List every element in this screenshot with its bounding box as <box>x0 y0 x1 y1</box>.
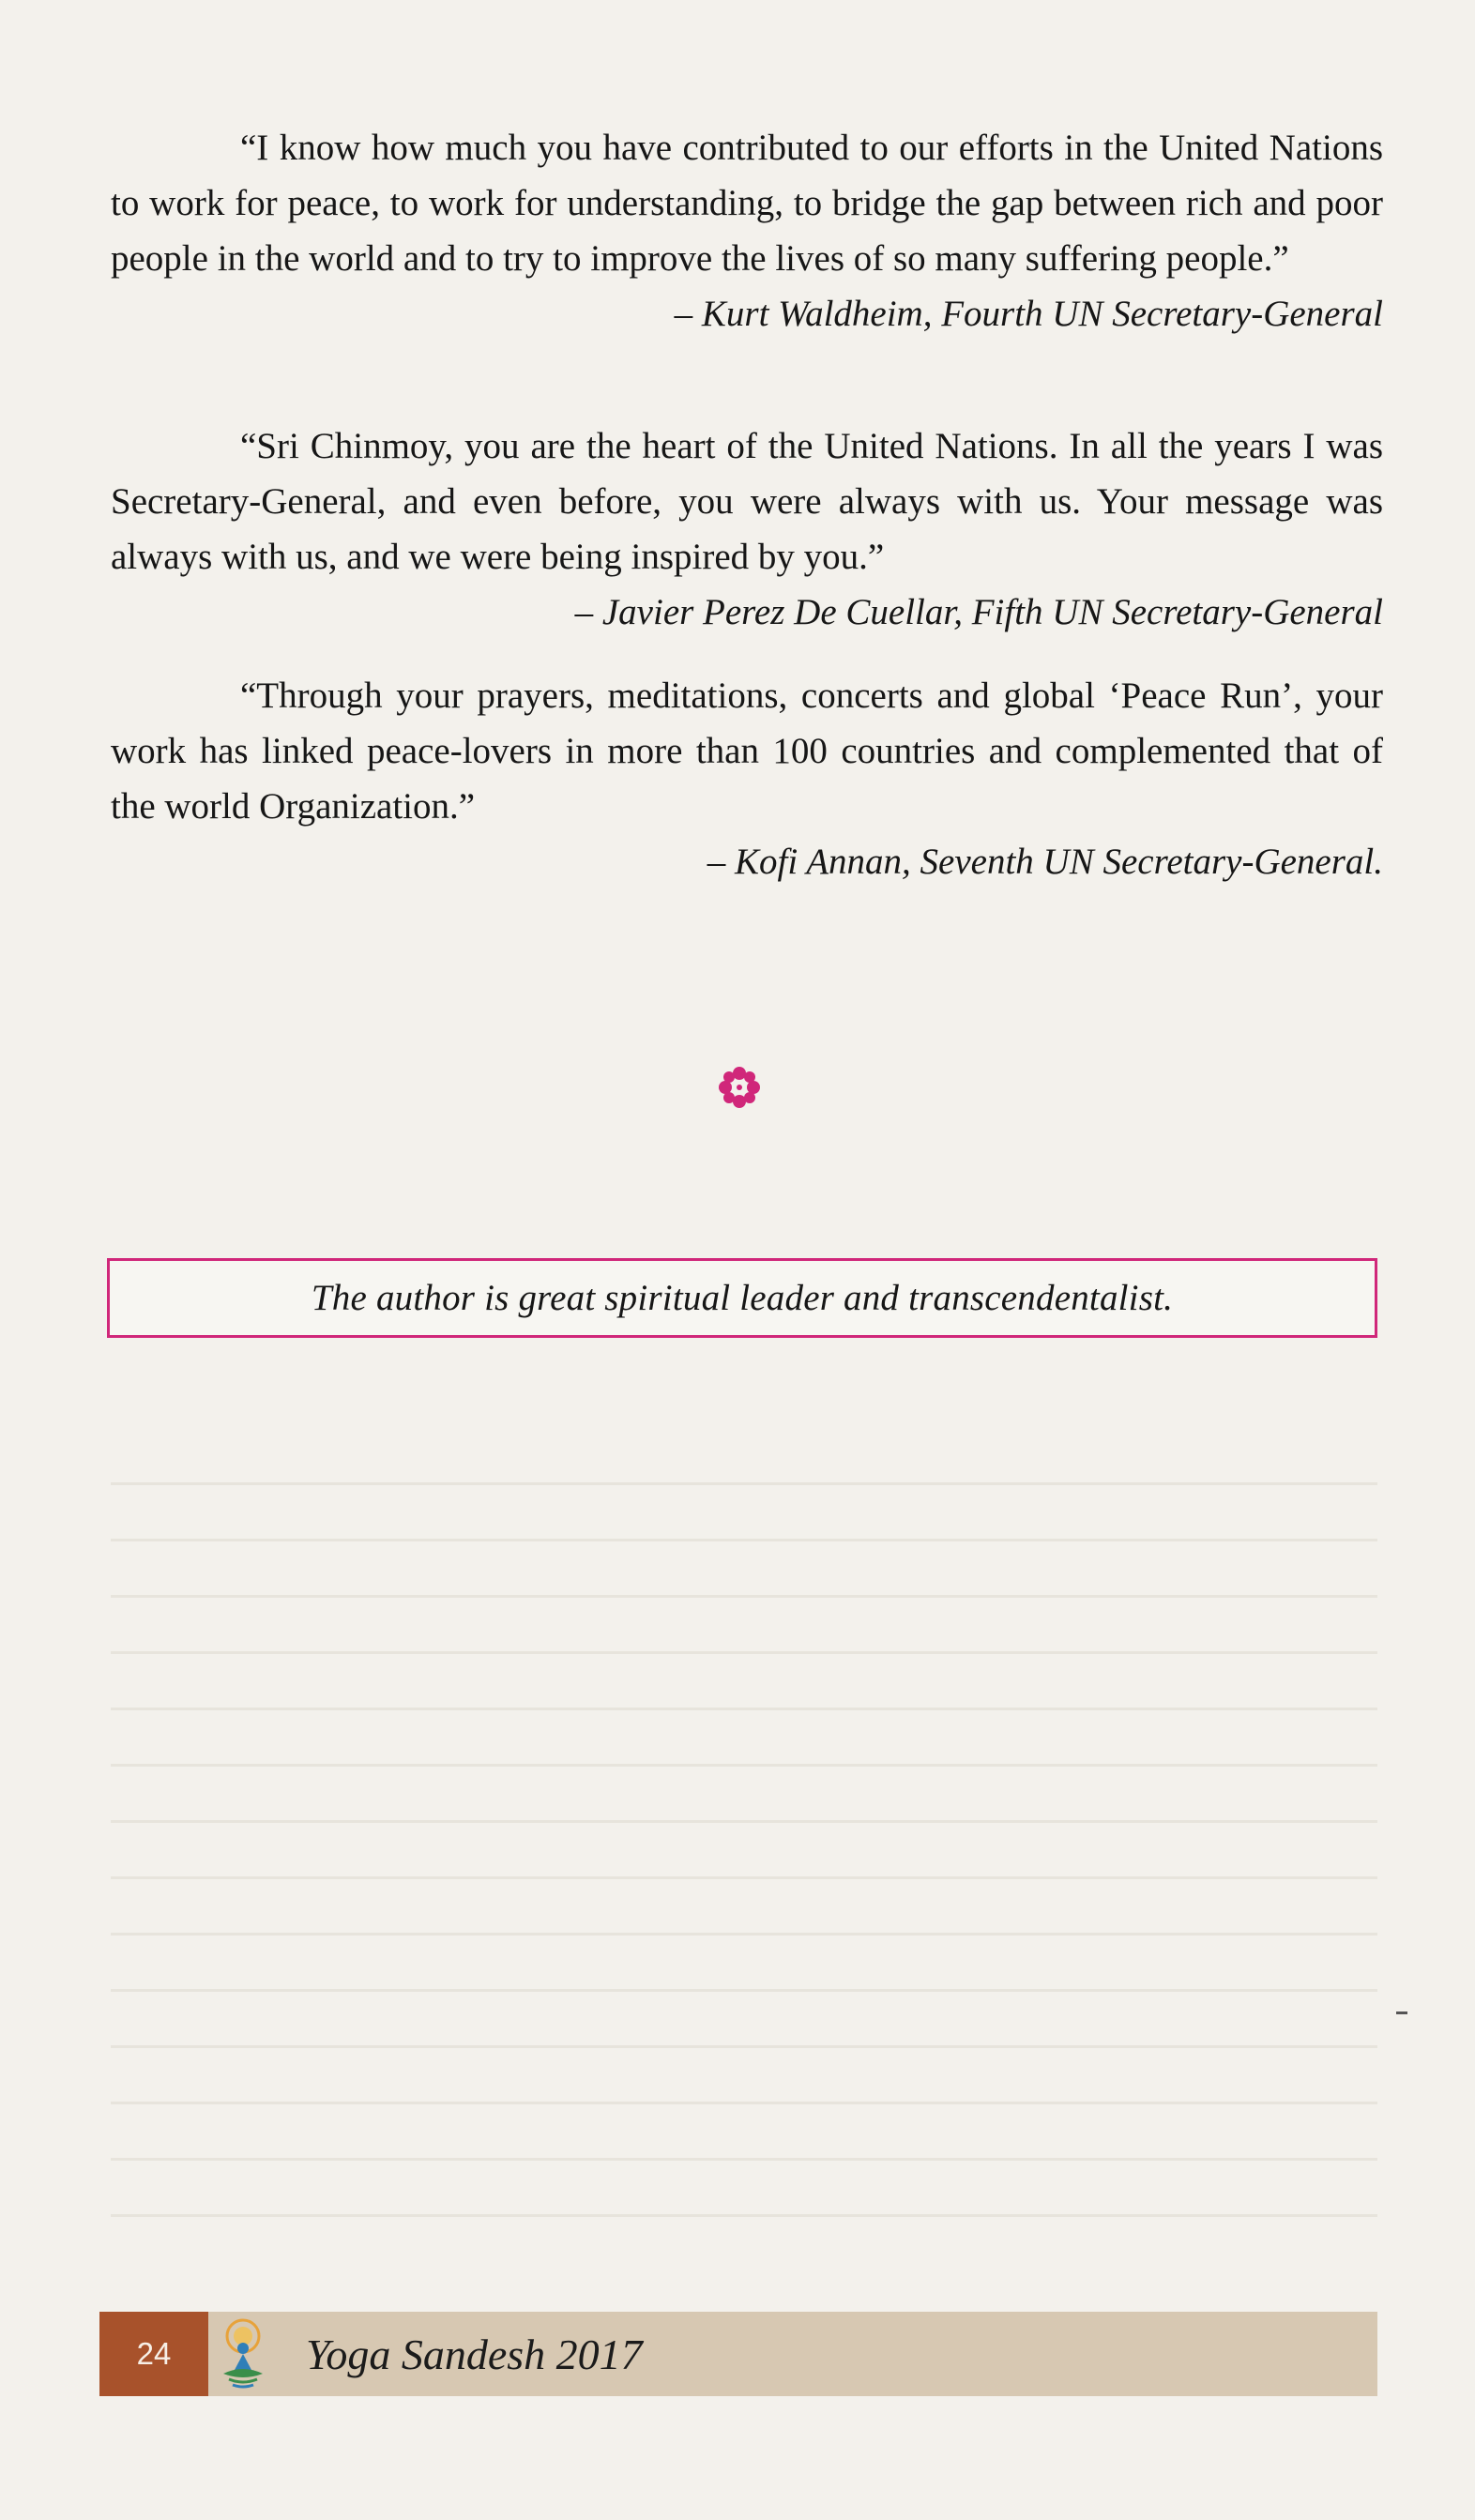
bleed-through-line <box>111 2158 1377 2161</box>
bleed-through-line <box>111 1539 1377 1541</box>
bleed-through-line <box>111 1820 1377 1823</box>
bleed-through-line <box>111 1708 1377 1710</box>
quote-text: “I know how much you have contributed to our efforts in the United Nations to work for peace, to work for understanding, to bridge the gap between rich and poor people in the world and to try to improve the lives of so many suffering people.” <box>111 128 1383 279</box>
margin-mark <box>1396 2011 1407 2014</box>
yoga-meditation-logo-icon <box>216 2317 270 2391</box>
author-note: The author is great spiritual leader and transcendentalist. <box>311 1278 1174 1318</box>
bleed-through-line <box>111 1876 1377 1879</box>
bleed-through-line <box>111 2045 1377 2048</box>
bleed-through-line <box>111 1764 1377 1767</box>
page-number: 24 <box>99 2312 208 2396</box>
author-note-box <box>107 1258 1377 1338</box>
footer-bar <box>99 2312 1377 2396</box>
bleed-through-line <box>111 1651 1377 1654</box>
magazine-title: Yoga Sandesh 2017 <box>306 2330 643 2378</box>
quote-attribution: – Javier Perez De Cuellar, Fifth UN Secretary-General <box>574 592 1383 632</box>
flower-ornament-icon <box>716 1064 763 1111</box>
quote-attribution: – Kurt Waldheim, Fourth UN Secretary-General <box>674 294 1383 334</box>
bleed-through-line <box>111 2214 1377 2217</box>
bleed-through-line <box>111 1933 1377 1936</box>
bleed-through-line <box>111 2102 1377 2104</box>
quote-attribution: – Kofi Annan, Seventh UN Secretary-General. <box>707 842 1383 882</box>
quote-text: “Sri Chinmoy, you are the heart of the United Nations. In all the years I was Secretary-General, and even before, you were always with us. Your message was always with us, and we were being inspired by you.” <box>111 426 1383 577</box>
bleed-through-line <box>111 1989 1377 1992</box>
quote-annan <box>111 668 1383 889</box>
bleed-through-line <box>111 1595 1377 1598</box>
quote-waldheim <box>111 120 1383 342</box>
quote-perez-de-cuellar <box>111 418 1383 640</box>
bleed-through-line <box>111 1482 1377 1485</box>
quote-text: “Through your prayers, meditations, concerts and global ‘Peace Run’, your work has linked peace-lovers in more than 100 countries and complemented that of the world Organization.” <box>111 676 1383 827</box>
